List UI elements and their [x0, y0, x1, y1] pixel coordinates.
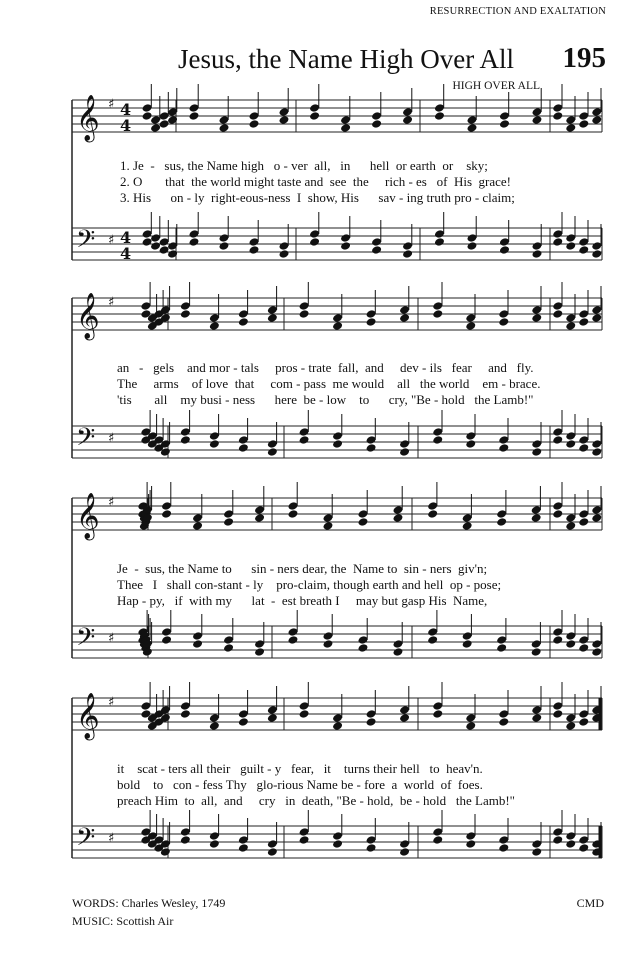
notehead [427, 509, 438, 519]
lyric-line: 'tis all my busi - ness here be - low to cry, "Be - hold the Lamb!" [117, 392, 534, 407]
notehead [531, 447, 542, 457]
notehead [288, 509, 299, 519]
notehead [323, 521, 334, 531]
time-signature: 4 [120, 100, 132, 119]
notehead [498, 317, 509, 327]
hymn-title: Jesus, the Name High Over All [178, 44, 514, 74]
notehead [299, 835, 310, 845]
notehead [591, 447, 602, 457]
sharp-icon: ♯ [108, 695, 115, 710]
notehead [552, 435, 563, 445]
notehead [366, 443, 377, 453]
notehead [238, 443, 249, 453]
notehead [531, 847, 542, 857]
notehead [209, 321, 220, 331]
words-credit: WORDS: Charles Wesley, 1749 [72, 896, 226, 910]
notehead [565, 123, 576, 133]
notehead [358, 517, 369, 527]
notehead [180, 835, 191, 845]
notehead [462, 521, 473, 531]
notehead [465, 839, 476, 849]
notehead [578, 517, 589, 527]
notehead [254, 647, 265, 657]
notehead [531, 313, 542, 323]
notehead [358, 643, 369, 653]
treble-clef-icon: 𝄞 [76, 95, 100, 141]
notehead [591, 115, 602, 125]
notehead [467, 241, 478, 251]
notehead [462, 639, 473, 649]
notehead [279, 115, 290, 125]
notehead [332, 721, 343, 731]
notehead [578, 443, 589, 453]
notehead [249, 119, 260, 129]
treble-clef-icon: 𝄞 [76, 293, 100, 339]
notehead [498, 843, 509, 853]
notehead [427, 635, 438, 645]
bass-clef-icon: 𝄢 [76, 423, 96, 458]
hymn-number: 195 [562, 42, 606, 74]
notehead [323, 639, 334, 649]
notehead [532, 115, 543, 125]
notehead [591, 313, 602, 323]
notehead [465, 721, 476, 731]
notehead [366, 843, 377, 853]
treble-clef-icon: 𝄞 [76, 693, 100, 739]
notehead [498, 443, 509, 453]
section-heading: RESURRECTION AND EXALTATION [429, 6, 606, 17]
notehead [565, 241, 576, 251]
lyric-line: 1. Je - sus, the Name high o - ver all, in hell or earth or sky; [120, 158, 488, 173]
notehead [366, 717, 377, 727]
notehead [238, 843, 249, 853]
notehead [340, 123, 351, 133]
notehead [142, 111, 153, 121]
notehead [332, 321, 343, 331]
notehead [402, 249, 413, 259]
notehead [565, 321, 576, 331]
notehead [192, 639, 203, 649]
sharp-icon: ♯ [108, 631, 115, 646]
notehead [209, 839, 220, 849]
notehead [267, 447, 278, 457]
notehead [150, 241, 161, 251]
music-credit: MUSIC: Scottish Air [72, 914, 174, 928]
meter: CMD [576, 896, 604, 910]
notehead [299, 309, 310, 319]
notehead [309, 237, 320, 247]
notehead [552, 237, 563, 247]
lyric-line: bold to con - fess Thy glo-rious Name be - fore a world of foes. [117, 777, 483, 792]
notehead [299, 709, 310, 719]
notehead [180, 435, 191, 445]
lyric-line: Je - sus, the Name to sin - ners dear, the Name to sin - ners giv'n; [117, 561, 488, 576]
notehead [578, 245, 589, 255]
time-signature: 4 [120, 228, 132, 247]
sharp-icon: ♯ [108, 495, 115, 510]
notehead [578, 843, 589, 853]
time-signature: 4 [120, 244, 132, 263]
notehead [432, 435, 443, 445]
notehead [552, 309, 563, 319]
lyric-line: 2. O that the world might taste and see the rich - es of His grace! [120, 174, 511, 189]
lyric-line: The arms of love that com - pass me would all the world em - brace. [117, 376, 541, 391]
tune-name: HIGH OVER ALL [452, 80, 540, 92]
bass-clef-icon: 𝄢 [76, 623, 96, 658]
notehead [552, 111, 563, 121]
notehead [496, 643, 507, 653]
notehead [399, 447, 410, 457]
lyric-line: 3. His on - ly right-eous-ness I show, His sav - ing truth pro - claim; [120, 190, 515, 205]
notehead [591, 249, 602, 259]
lyric-line: an - gels and mor - tals pros - trate fall, and dev - ils fear and fly. [117, 360, 534, 375]
bass-clef-icon: 𝄢 [76, 225, 96, 260]
notehead [402, 115, 413, 125]
notehead [159, 245, 170, 255]
notehead [238, 717, 249, 727]
notehead [371, 119, 382, 129]
notehead [142, 237, 153, 247]
notehead [366, 317, 377, 327]
sharp-icon: ♯ [108, 233, 115, 248]
notehead [209, 721, 220, 731]
notehead [499, 245, 510, 255]
notehead [249, 245, 260, 255]
notehead [532, 249, 543, 259]
notehead [467, 123, 478, 133]
notehead [209, 439, 220, 449]
notehead [223, 643, 234, 653]
notehead [189, 111, 200, 121]
notehead [219, 123, 230, 133]
notehead [496, 517, 507, 527]
notehead [465, 321, 476, 331]
notehead [565, 639, 576, 649]
notehead [552, 709, 563, 719]
notehead [432, 309, 443, 319]
notehead [531, 713, 542, 723]
notehead [565, 521, 576, 531]
notehead [498, 717, 509, 727]
notehead [189, 237, 200, 247]
notehead [578, 119, 589, 129]
notehead [219, 241, 230, 251]
notehead [299, 435, 310, 445]
notehead [267, 713, 278, 723]
sharp-icon: ♯ [108, 831, 115, 846]
notehead [161, 509, 172, 519]
notehead [578, 317, 589, 327]
notehead [192, 521, 203, 531]
treble-clef-icon: 𝄞 [76, 493, 100, 539]
notehead [432, 709, 443, 719]
notehead [180, 709, 191, 719]
notehead [434, 111, 445, 121]
notehead [238, 317, 249, 327]
sharp-icon: ♯ [108, 295, 115, 310]
notehead [565, 439, 576, 449]
notehead [332, 439, 343, 449]
notehead [332, 839, 343, 849]
lyric-line: preach Him to all, and cry in death, "Be - hold, be - hold the Lamb!" [117, 793, 515, 808]
notehead [371, 245, 382, 255]
notehead [565, 721, 576, 731]
notehead [288, 635, 299, 645]
notehead [159, 119, 170, 129]
notehead [340, 241, 351, 251]
notehead [150, 123, 161, 133]
notehead [499, 119, 510, 129]
notehead [578, 643, 589, 653]
sharp-icon: ♯ [108, 97, 115, 112]
sharp-icon: ♯ [108, 431, 115, 446]
notehead [254, 513, 265, 523]
notehead [591, 513, 602, 523]
notehead [531, 647, 542, 657]
notehead [279, 249, 290, 259]
notehead [432, 835, 443, 845]
notehead [578, 717, 589, 727]
notehead [565, 839, 576, 849]
lyric-line: Hap - py, if with my lat - est breath I may but gasp His Name, [117, 593, 488, 608]
notehead [465, 439, 476, 449]
time-signature: 4 [120, 116, 132, 135]
lyric-line: Thee I shall con-stant - ly pro-claim, though earth and hell op - pose; [117, 577, 502, 592]
notehead [223, 517, 234, 527]
notehead [267, 847, 278, 857]
notehead [161, 635, 172, 645]
notehead [399, 847, 410, 857]
notehead [552, 509, 563, 519]
lyric-line: it scat - ters all their guilt - y fear, it turns their hell to heav'n. [117, 761, 483, 776]
notehead [180, 309, 191, 319]
notehead [393, 647, 404, 657]
notehead [434, 237, 445, 247]
notehead [552, 835, 563, 845]
notehead [309, 111, 320, 121]
notehead [267, 313, 278, 323]
notehead [393, 513, 404, 523]
notehead [591, 647, 602, 657]
notehead [531, 513, 542, 523]
notehead [552, 635, 563, 645]
notehead [399, 313, 410, 323]
bass-clef-icon: 𝄢 [76, 823, 96, 858]
notehead [399, 713, 410, 723]
